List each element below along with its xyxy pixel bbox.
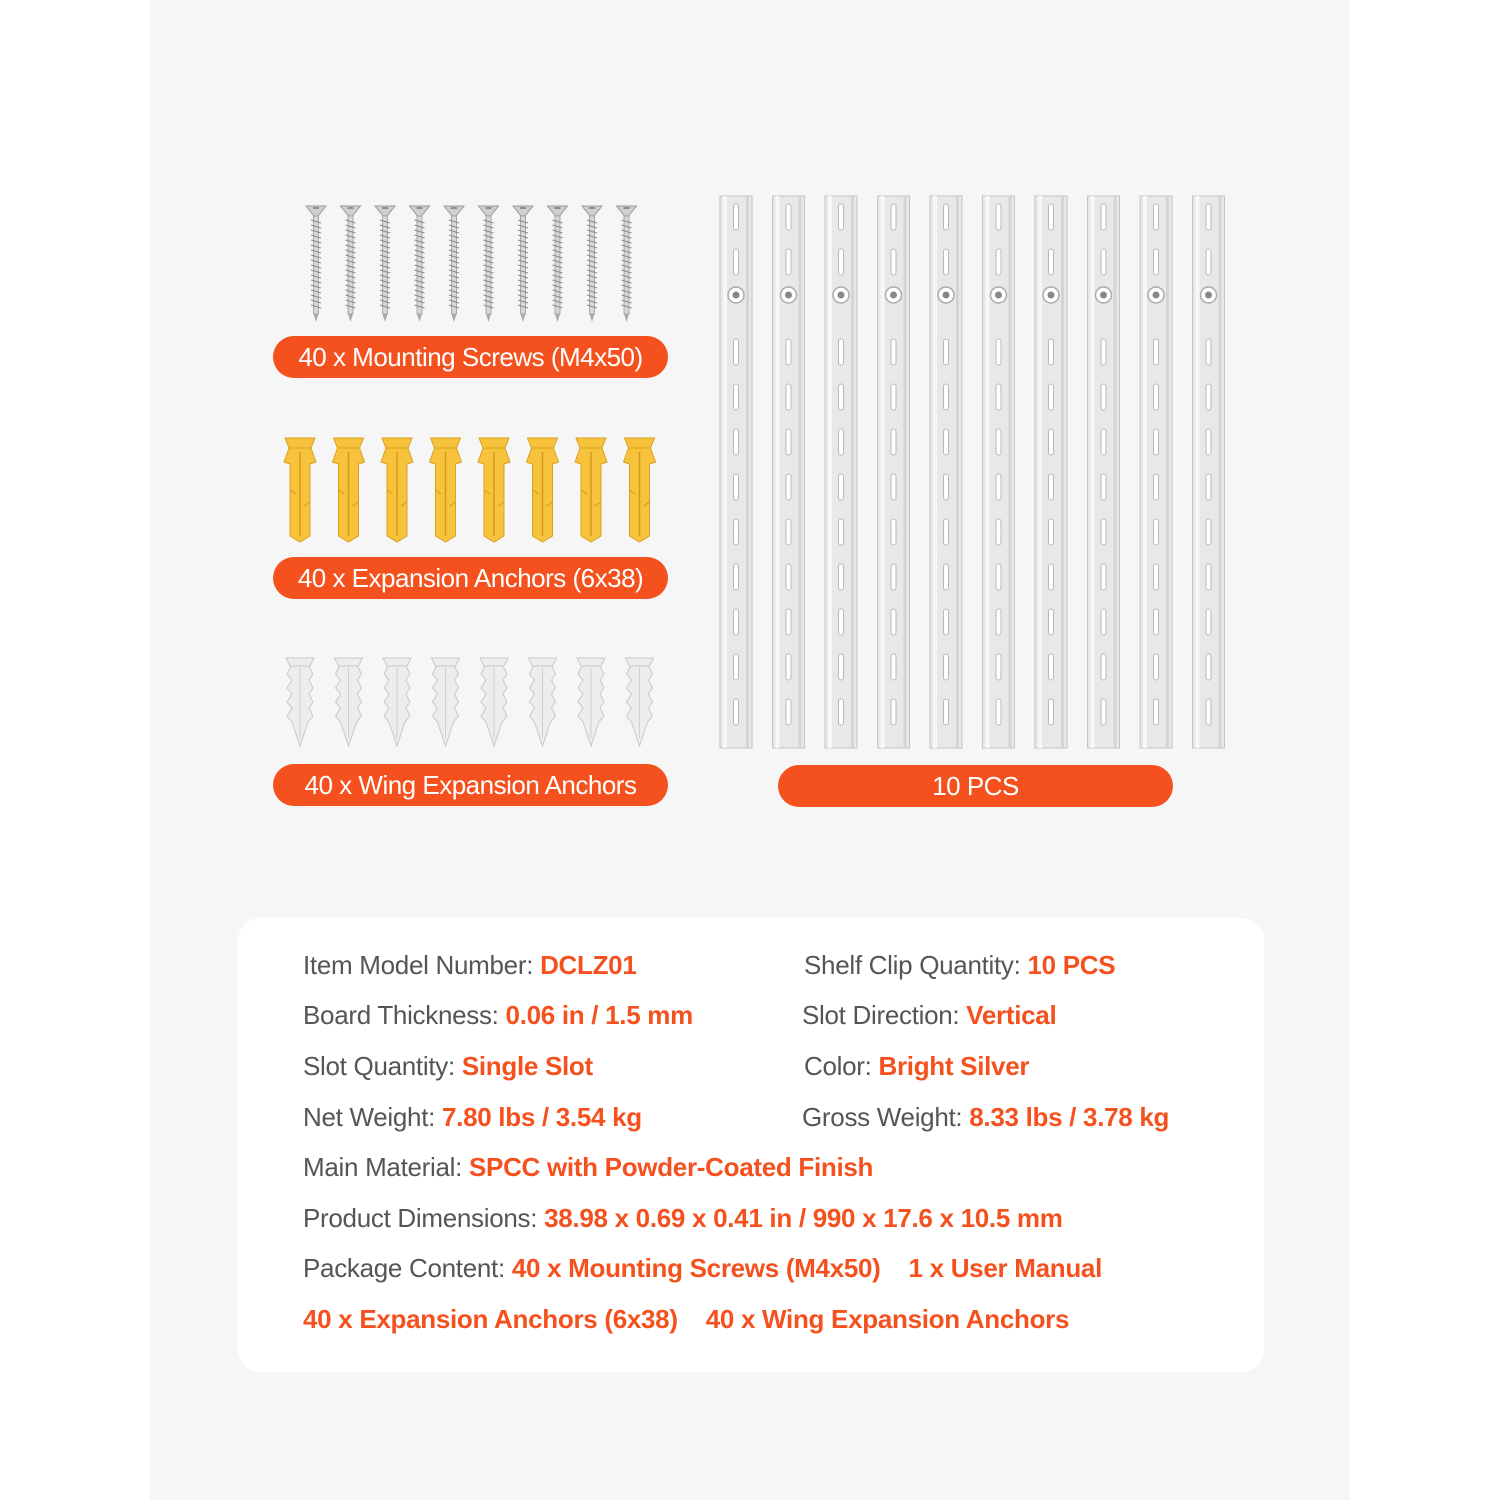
screws-badge: 40 x Mounting Screws (M4x50) [273,336,668,378]
slotted-rail-icon [1193,196,1225,748]
spec-clip-qty: Shelf Clip Quantity: 10 PCS [804,950,1116,980]
slotted-rail-icon [773,196,805,748]
screw-icon [444,206,464,322]
spec-dimensions: Product Dimensions: 38.98 x 0.69 x 0.41 in / 990 x 17.6 x 10.5 mm [303,1203,1063,1233]
screws-group [296,200,646,325]
expansion-anchor-icon [575,438,607,542]
slotted-rail-icon [878,196,910,748]
screw-icon [479,206,499,322]
expansion-anchor-icon [527,438,559,542]
expansion-anchors-illustration [274,432,664,547]
wing-anchors-badge: 40 x Wing Expansion Anchors [273,764,668,806]
wing-anchor-icon [383,658,411,746]
screw-icon [582,206,602,322]
expansion-anchors-badge: 40 x Expansion Anchors (6x38) [273,557,668,599]
rails-illustration [712,192,1237,752]
screw-icon [410,206,430,322]
wing-anchor-icon [335,658,363,746]
expansion-anchor-icon [333,438,365,542]
wing-anchor-icon [529,658,557,746]
screw-icon [513,206,533,322]
wing-anchor-icon [286,658,314,746]
screw-icon [306,206,326,322]
screws-illustration [296,200,646,325]
wing-anchor-icon [480,658,508,746]
slotted-rail-icon [720,196,752,748]
rails-badge: 10 PCS [778,765,1173,807]
wing-anchor-icon [432,658,460,746]
wing-anchors-illustration [274,652,664,752]
spec-model: Item Model Number: DCLZ01 [303,950,637,980]
screw-icon [617,206,637,322]
spec-material: Main Material: SPCC with Powder-Coated Finish [303,1152,874,1182]
package-item-screws: 40 x Mounting Screws (M4x50) [511,1253,881,1283]
slotted-rail-icon [1140,196,1172,748]
wing-anchor-icon [577,658,605,746]
spec-package-cont [303,1304,1069,1335]
package-item-anchors: 40 x Expansion Anchors (6x38) [303,1304,678,1334]
spec-slot-qty: Slot Quantity: Single Slot [303,1051,593,1081]
spec-package: Package Content: 40 x Mounting Screws (M4x50) 1 x User Manual [303,1253,1103,1283]
package-item-wing-anchors: 40 x Wing Expansion Anchors [705,1304,1070,1334]
slotted-rail-icon [825,196,857,748]
screw-icon [375,206,395,322]
rails-group [712,192,1237,752]
slotted-rail-icon [983,196,1015,748]
slotted-rail-icon [930,196,962,748]
expansion-anchor-icon [478,438,510,542]
spec-direction: Slot Direction: Vertical [802,1000,1057,1030]
expansion-anchor-icon [381,438,413,542]
expansion-anchor-icon [624,438,656,542]
expansion-anchor-icon [430,438,462,542]
wing-anchor-icon [626,658,654,746]
spec-thickness: Board Thickness: 0.06 in / 1.5 mm [303,1000,693,1030]
screw-icon [341,206,361,322]
slotted-rail-icon [1035,196,1067,748]
package-item-manual: 1 x User Manual [908,1253,1103,1283]
screw-icon [548,206,568,322]
spec-gross-weight: Gross Weight: 8.33 lbs / 3.78 kg [802,1102,1170,1132]
wing-anchors-group [274,652,664,752]
spec-color: Color: Bright Silver [804,1051,1030,1081]
expansion-anchor-icon [284,438,316,542]
expansion-anchors-group [274,432,664,547]
spec-net-weight: Net Weight: 7.80 lbs / 3.54 kg [303,1102,642,1132]
slotted-rail-icon [1088,196,1120,748]
